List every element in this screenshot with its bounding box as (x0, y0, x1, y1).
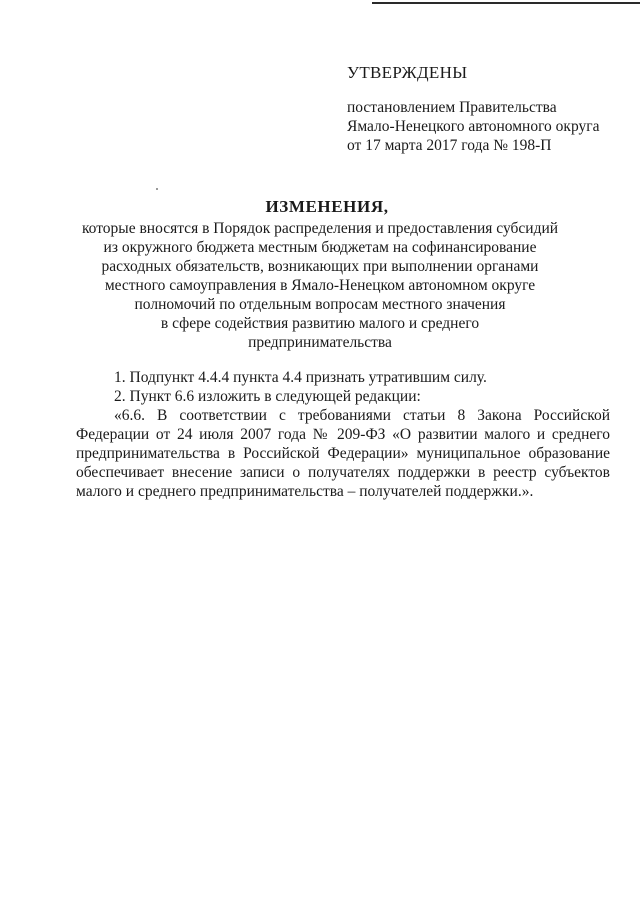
approval-line-decree: постановлением Правительства (347, 99, 557, 116)
subtitle-line: местного самоуправления в Ямало-Ненецком автономном округе (104, 277, 536, 294)
document-title: ИЗМЕНЕНИЯ, (265, 197, 389, 216)
top-edge-line (372, 2, 640, 4)
paragraph-quote: «6.6. В соответствии с требованиями статьи 8 Закона Российской Федерации от 24 июля 2007 года № 209-ФЗ «О развитии малого и среднего предпринимательства в Российской Федерации» муниципальное образование обеспечивает внесение записи о получателях поддержки в реестр субъектов малого и среднего предпринимательства – получателей поддержки.». (76, 407, 610, 500)
approved-title: УТВЕРЖДЕНЫ (347, 63, 468, 82)
subtitle-line: полномочий по отдельным вопросам местного значения (134, 296, 506, 313)
approval-details (347, 98, 627, 155)
subtitle-line: предпринимательства (248, 334, 392, 351)
document-header (0, 197, 640, 352)
approval-line-region: Ямало-Ненецкого автономного округа (347, 118, 600, 135)
scan-speck (156, 188, 158, 190)
paragraph-item-1: 1. Подпункт 4.4.4 пункта 4.4 признать утратившим силу. (114, 369, 487, 386)
approval-line-date: от 17 марта 2017 года № 198-П (347, 137, 552, 154)
subtitle-line: в сфере содействия развитию малого и среднего (160, 315, 480, 332)
subtitle-line: которые вносятся в Порядок распределения и предоставления субсидий (81, 220, 559, 237)
subtitle-line: расходных обязательств, возникающих при выполнении органами (101, 258, 539, 275)
paragraph-item-2: 2. Пункт 6.6 изложить в следующей редакции: (114, 388, 421, 405)
subtitle-line: из окружного бюджета местным бюджетам на софинансирование (103, 239, 537, 256)
approval-stamp-block (347, 63, 627, 155)
document-body (76, 368, 610, 501)
